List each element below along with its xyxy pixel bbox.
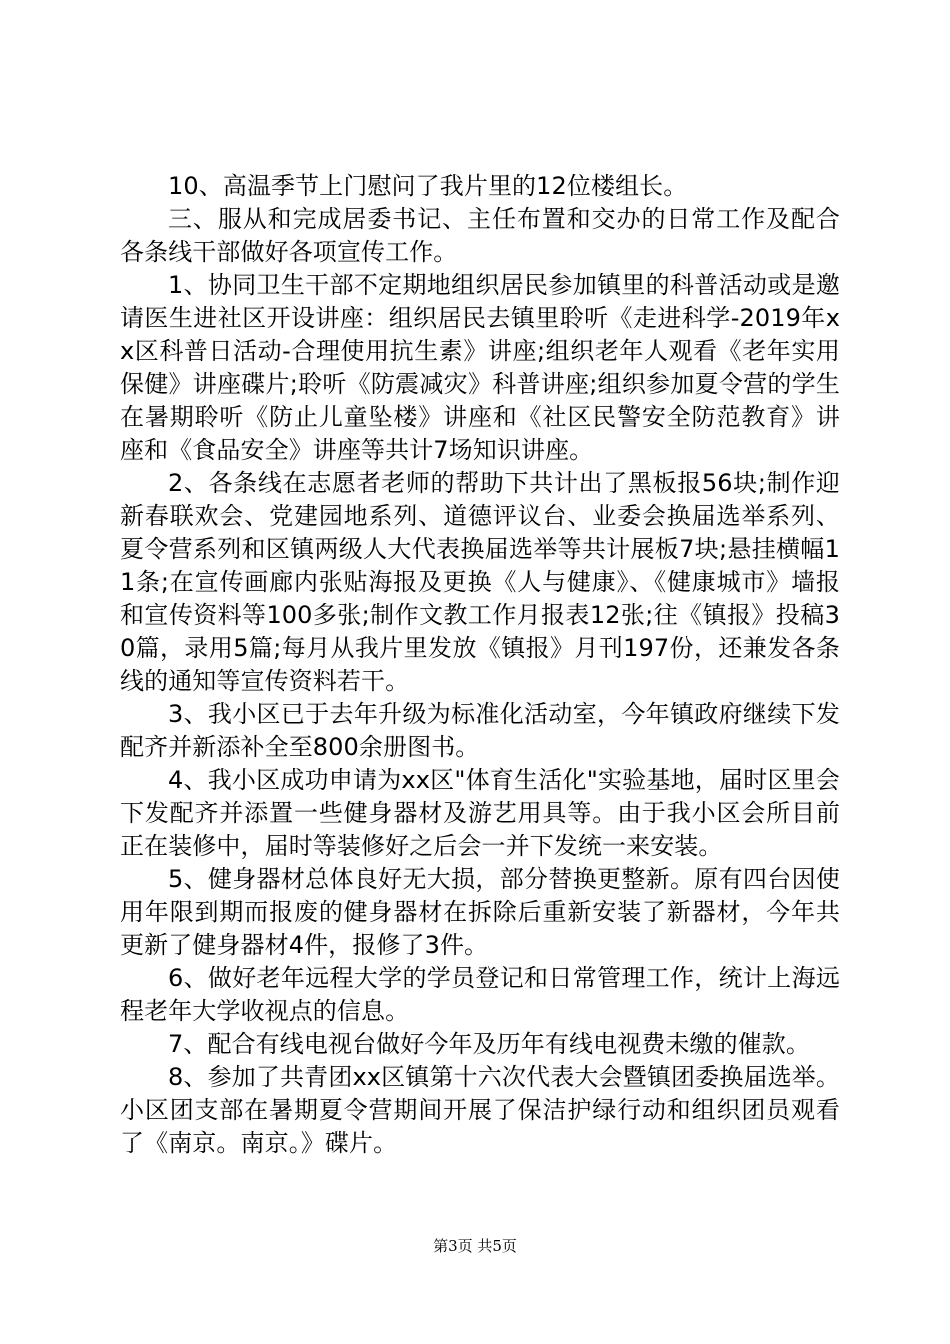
paragraph-3: 1、协同卫生干部不定期地组织居民参加镇里的科普活动或是邀请医生进社区开设讲座：组织居民去镇里聆听《走进科学-2019年xx区科普日活动-合理使用抗生素》讲座;组织老年人观看《老年实用保健》讲座碟片;聆听《防震减灾》科普讲座;组织参加夏令营的学生在暑期聆听《防止儿童坠楼》讲座和《社区民警安全防范教育》讲座和《食品安全》讲座等共计7场知识讲座。 bbox=[120, 271, 840, 464]
paragraph-10: 8、参加了共青团xx区镇第十六次代表大会暨镇团委换届选举。小区团支部在暑期夏令营期间开展了保洁护绿行动和组织团员观看了《南京。南京。》碟片。 bbox=[120, 1063, 840, 1157]
paragraph-4: 2、各条线在志愿者老师的帮助下共计出了黑板报56块;制作迎新春联欢会、党建园地系列、道德评议台、业委会换届选举系列、夏令营系列和区镇两级人大代表换届选举等共计展板7块;悬挂横幅11条;在宣传画廊内张贴海报及更换《人与健康》、《健康城市》墙报和宣传资料等100多张;制作文教工作月报表12张;往《镇报》投稿30篇，录用5篇;每月从我片里发放《镇报》月刊197份，还兼发各条线的通知等宣传资料若干。 bbox=[120, 469, 840, 695]
paragraph-8: 6、做好老年远程大学的学员登记和日常管理工作，统计上海远程老年大学收视点的信息。 bbox=[120, 964, 840, 1025]
paragraph-6: 4、我小区成功申请为xx区"体育生活化"实验基地，届时区里会下发配齐并添置一些健身器材及游艺用具等。由于我小区会所目前正在装修中，届时等装修好之后会一并下发统一来安装。 bbox=[120, 766, 840, 860]
paragraph-5: 3、我小区已于去年升级为标准化活动室，今年镇政府继续下发配齐并新添补全至800余册图书。 bbox=[120, 700, 840, 761]
paragraph-1: 10、高温季节上门慰问了我片里的12位楼组长。 bbox=[168, 172, 688, 200]
page-number-footer: 第3页 共5页 bbox=[433, 1237, 517, 1255]
document-body bbox=[120, 170, 840, 1160]
paragraph-9: 7、配合有线电视台做好今年及历年有线电视费未缴的催款。 bbox=[168, 1030, 810, 1058]
paragraph-7: 5、健身器材总体良好无大损，部分替换更整新。原有四台因使用年限到期而报废的健身器材在拆除后重新安装了新器材，今年共更新了健身器材4件，报修了3件。 bbox=[120, 865, 840, 959]
paragraph-2: 三、服从和完成居委书记、主任布置和交办的日常工作及配合各条线干部做好各项宣传工作。 bbox=[120, 205, 840, 266]
